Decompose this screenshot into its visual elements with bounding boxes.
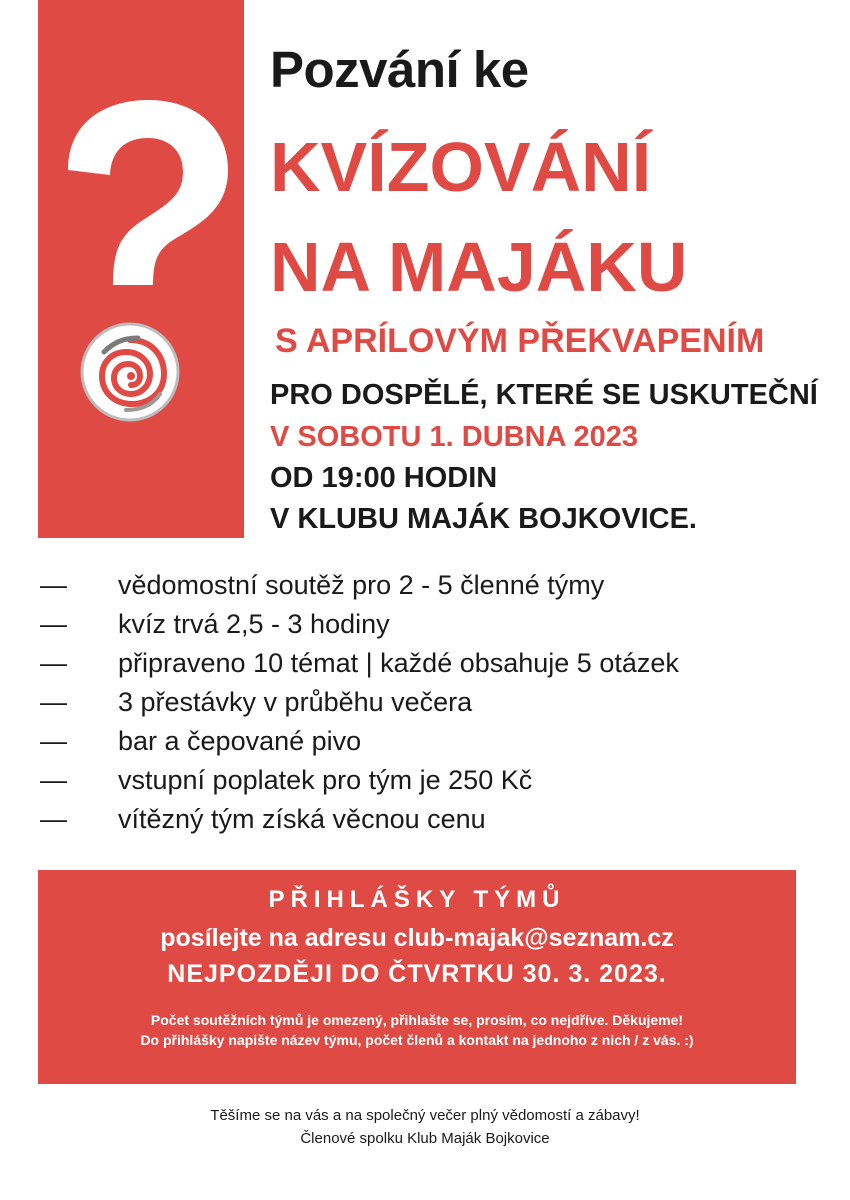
heading-subtitle: S APRÍLOVÝM PŘEKVAPENÍM	[275, 322, 765, 360]
heading-invitation: Pozvání ke	[270, 41, 529, 98]
list-item	[40, 761, 820, 800]
list-item-text: 3 přestávky v průběhu večera	[118, 687, 473, 717]
list-item-text: kvíz trvá 2,5 - 3 hodiny	[118, 609, 390, 639]
list-item	[40, 605, 820, 644]
dash-marker: —	[40, 687, 67, 717]
list-item	[40, 683, 820, 722]
registration-note-details: Do přihlášky napište název týmu, počet členů a kontakt na jednoho z nich / z vás. :)	[140, 1032, 694, 1048]
dash-marker: —	[40, 570, 67, 600]
footer-greeting: Těšíme se na vás a na společný večer plný vědomostí a zábavy!	[210, 1107, 640, 1124]
info-time: OD 19:00 HODIN	[270, 462, 498, 494]
dash-marker: —	[40, 804, 67, 834]
dash-marker: —	[40, 648, 67, 678]
registration-title: PŘIHLÁŠKY TÝMŮ	[268, 886, 566, 913]
dash-marker: —	[40, 765, 67, 795]
info-date: V SOBOTU 1. DUBNA 2023	[270, 421, 638, 453]
dash-marker: —	[40, 609, 67, 639]
info-venue: V KLUBU MAJÁK BOJKOVICE.	[270, 503, 697, 535]
registration-deadline: NEJPOZDĚJI DO ČTVRTKU 30. 3. 2023.	[167, 960, 667, 988]
list-item	[40, 800, 820, 839]
list-item-text: vstupní poplatek pro tým je 250 Kč	[118, 765, 533, 795]
list-item-text: bar a čepované pivo	[118, 726, 362, 756]
registration-email-line: posílejte na adresu club-majak@seznam.cz	[160, 924, 674, 952]
list-item	[40, 722, 820, 761]
list-item	[40, 566, 820, 605]
list-item-text: vědomostní soutěž pro 2 - 5 členné týmy	[118, 570, 605, 600]
heading-quiz: KVÍZOVÁNÍ	[270, 128, 652, 206]
registration-note-capacity: Počet soutěžních týmů je omezený, přihlašte se, prosím, co nejdříve. Děkujeme!	[150, 1012, 684, 1028]
registration-box	[38, 870, 796, 1084]
footer-signature: Členové spolku Klub Maják Bojkovice	[300, 1130, 550, 1147]
heading-location: NA MAJÁKU	[270, 228, 688, 306]
feature-list	[40, 566, 820, 839]
spiral-logo-icon	[80, 322, 180, 422]
dash-marker: —	[40, 726, 67, 756]
list-item	[40, 644, 820, 683]
list-item-text: vítězný tým získá věcnou cenu	[118, 804, 486, 834]
list-item-text: připraveno 10 témat | každé obsahuje 5 otázek	[118, 648, 679, 678]
info-audience: PRO DOSPĚLÉ, KTERÉ SE USKUTEČNÍ	[270, 379, 818, 411]
question-mark-icon	[48, 100, 238, 350]
